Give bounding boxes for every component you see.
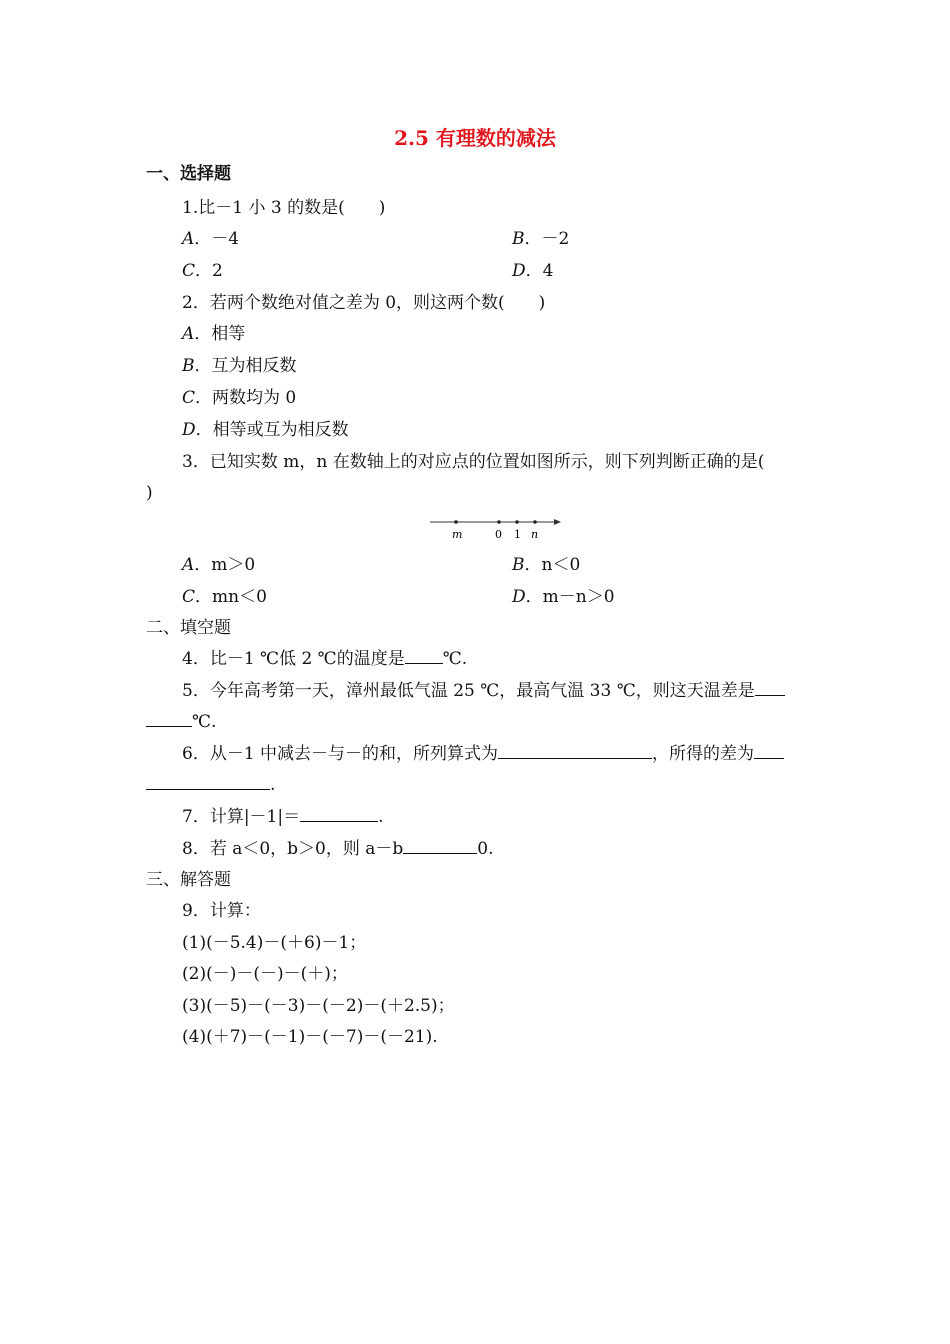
q1-option-a: A．－4 [182, 229, 240, 249]
q2-option-d: D．相等或互为相反数 [182, 420, 349, 440]
q3-option-c: C．mn＜0 [182, 587, 267, 607]
label-zero: 0 [495, 528, 502, 541]
q5-line1: 5．今年高考第一天，漳州最低气温 25 ℃，最高气温 33 ℃，则这天温差是 [182, 679, 785, 703]
q6-line1: 6．从－1 中减去－与－的和，所列算式为 ，所得的差为 [182, 742, 784, 766]
q6-blank-result-a[interactable] [754, 742, 784, 759]
section-heading-solve: 三、解答题 [146, 870, 231, 890]
q6-line2: . [146, 773, 275, 797]
label-m: m [452, 528, 463, 541]
q9-item-2: (2)(－)－(－)－(＋)； [182, 964, 348, 984]
q6-blank-result-b[interactable] [146, 773, 270, 790]
q2-option-c: C．两数均为 0 [182, 388, 297, 408]
q5-line2: ℃. [146, 710, 216, 734]
q1-option-c: C．2 [182, 261, 223, 281]
q3-option-b: B．n＜0 [512, 555, 581, 575]
q3-stem-line2: ) [146, 483, 153, 503]
point-one [515, 520, 519, 524]
section-heading-fill: 二、填空题 [146, 618, 231, 638]
q5-blank-a[interactable] [755, 679, 785, 696]
section-heading-choice: 一、选择题 [146, 164, 231, 184]
label-n: n [531, 528, 539, 541]
page-title: 2.5 有理数的减法 [394, 126, 556, 150]
point-n [533, 520, 537, 524]
q3-stem-line1: 3．已知实数 m，n 在数轴上的对应点的位置如图所示，则下列判断正确的是( [182, 452, 765, 472]
q9-item-4: (4)(＋7)－(－1)－(－7)－(－21). [182, 1027, 438, 1047]
q4-blank[interactable] [405, 647, 443, 664]
q7: 7．计算|－1|＝ . [182, 807, 384, 827]
q1-option-b: B．－2 [512, 229, 570, 249]
q7-blank[interactable] [300, 805, 378, 822]
number-line-figure [428, 512, 568, 544]
q9-stem: 9．计算： [182, 901, 261, 921]
q2-option-b: B．互为相反数 [182, 356, 297, 376]
point-m [454, 520, 458, 524]
q4: 4．比－1 ℃低 2 ℃的温度是 ℃. [182, 649, 468, 669]
number-line-arrow-icon [554, 519, 561, 525]
q3-option-a: A．m＞0 [182, 555, 256, 575]
q1-stem: 1.比－1 小 3 的数是( ) [182, 198, 386, 218]
q8: 8．若 a＜0，b＞0，则 a－b 0. [182, 839, 494, 859]
q9-item-3: (3)(－5)－(－3)－(－2)－(＋2.5)； [182, 996, 455, 1016]
point-zero [497, 520, 501, 524]
q8-blank[interactable] [403, 837, 477, 854]
q9-item-1: (1)(－5.4)－(＋6)－1； [182, 933, 367, 953]
q5-blank-b[interactable] [146, 710, 192, 727]
q6-blank-expression[interactable] [498, 742, 652, 759]
q2-stem: 2．若两个数绝对值之差为 0，则这两个数( ) [182, 293, 546, 313]
q3-option-d: D．m－n＞0 [512, 587, 615, 607]
q1-option-d: D．4 [512, 261, 554, 281]
q2-option-a: A．相等 [182, 324, 246, 344]
label-one: 1 [514, 528, 521, 541]
